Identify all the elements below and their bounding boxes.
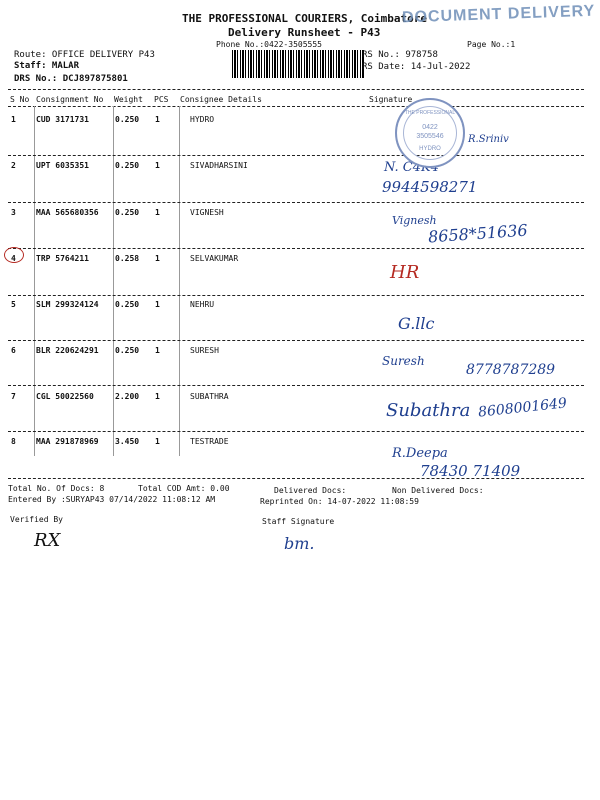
non-delivered-docs: Non Delivered Docs: [392, 486, 484, 495]
row-weight: 3.450 [115, 437, 140, 446]
row-consignee: SIVADHARSINI [190, 161, 248, 170]
row-phone-note: 8778787289 [466, 362, 556, 378]
runsheet-title: Delivery Runsheet - P43 [228, 26, 381, 39]
row-weight: 0.258 [115, 254, 140, 263]
row-pcs: 1 [155, 254, 160, 263]
column-divider [8, 106, 584, 107]
row-consignment: MAA 291878969 [36, 437, 99, 446]
row-signature: Suresh [382, 354, 425, 368]
row-divider [8, 248, 584, 249]
row-divider [8, 431, 584, 432]
row-consignee: NEHRU [190, 300, 215, 309]
verified-mark: RX [34, 530, 61, 551]
col-pcs: PCS [154, 95, 169, 104]
row-weight: 0.250 [115, 346, 140, 355]
office-round-stamp [395, 98, 465, 168]
row-weight: 0.250 [115, 161, 140, 170]
rs-number: RS No.: 978758 [362, 50, 438, 60]
page-number: Page No.:1 [467, 40, 516, 49]
staff-mark: bm. [284, 534, 315, 553]
row-consignment: SLM 299324124 [36, 300, 99, 309]
staff: Staff: MALAR [14, 61, 80, 71]
col-signature: Signature [369, 95, 413, 104]
entered-by: Entered By :SURYAP43 07/14/2022 11:08:12 AM [8, 495, 216, 504]
row-phone-note: 9944598271 [382, 178, 478, 196]
reprinted-on: Reprinted On: 14-07-2022 11:08:59 [260, 497, 419, 506]
barcode [232, 50, 364, 78]
row-consignment: MAA 565680356 [36, 208, 99, 217]
company-title: THE PROFESSIONAL COURIERS, Coimbatore [182, 12, 428, 25]
row-pcs: 1 [155, 346, 160, 355]
row-divider [8, 202, 584, 203]
row-signature: Vignesh [392, 214, 437, 227]
header-divider [8, 89, 584, 90]
row-consignee: SELVAKUMAR [190, 254, 239, 263]
row-phone-note: 8608001649 [477, 395, 568, 421]
row-consignment: BLR 220624291 [36, 346, 99, 355]
total-cod: Total COD Amt: 0.00 [138, 484, 230, 493]
row-weight: 0.250 [115, 115, 140, 124]
row-signature: Subathra [386, 400, 471, 421]
row-sno: 6 [11, 346, 16, 355]
stamp-line: THE PROFESSIONAL [404, 110, 456, 116]
col-consignment: Consignment No [36, 95, 104, 104]
stamp-line: HYDRO [419, 146, 441, 152]
row-divider [8, 340, 584, 341]
row-consignee: SUBATHRA [190, 392, 229, 401]
stamp-line: 0422 [422, 124, 438, 131]
row-consignee: VIGNESH [190, 208, 224, 217]
row-weight: 0.250 [115, 208, 140, 217]
row-sno: 2 [11, 161, 16, 170]
rs-date: RS Date: 14-Jul-2022 [362, 62, 471, 72]
col-sno: S No [10, 95, 30, 104]
col-consignee: Consignee Details [180, 95, 262, 104]
row-weight: 2.200 [115, 392, 140, 401]
row-signature: N. C4K4 [384, 160, 440, 175]
document-delivery-stamp: DOCUMENT DELIVERY [401, 2, 596, 27]
row-divider [8, 155, 584, 156]
verified-by-label: Verified By [10, 515, 63, 524]
col-line [113, 106, 114, 456]
row-sno: 4 [11, 254, 16, 263]
row-weight: 0.250 [115, 300, 140, 309]
route: Route: OFFICE DELIVERY P43 [14, 50, 155, 60]
drs-number: DRS No.: DCJ897875801 [14, 74, 128, 84]
row-sno: 3 [11, 208, 16, 217]
row-sno: 1 [11, 115, 16, 124]
row-pcs: 1 [155, 161, 160, 170]
row-sno: 8 [11, 437, 16, 446]
delivered-docs: Delivered Docs: [274, 486, 347, 495]
row-consignee: HYDRO [190, 115, 215, 124]
col-line [34, 106, 35, 456]
table-end-divider [8, 478, 584, 479]
row-pcs: 1 [155, 437, 160, 446]
row-sno: 7 [11, 392, 16, 401]
row-consignment: CGL 50022560 [36, 392, 94, 401]
row-consignee: SURESH [190, 346, 219, 355]
row-signature: G.llc [398, 314, 435, 333]
row-consignment: TRP 5764211 [36, 254, 89, 263]
row-pcs: 1 [155, 300, 160, 309]
row-consignment: CUD 3171731 [36, 115, 89, 124]
row-phone-note: 78430 71409 [420, 462, 521, 480]
col-line [179, 106, 180, 456]
row-phone-note: 8658*51636 [427, 220, 529, 247]
row-signature: R.Deepa [392, 446, 448, 461]
total-docs: Total No. Of Docs: 8 [8, 484, 105, 493]
row-consignment: UPT 6035351 [36, 161, 89, 170]
row-pcs: 1 [155, 392, 160, 401]
phone-number: Phone No.:0422-3505555 [216, 40, 322, 49]
row-sno: 5 [11, 300, 16, 309]
row-pcs: 1 [155, 208, 160, 217]
row-divider [8, 295, 584, 296]
row-divider [8, 385, 584, 386]
row-consignee: TESTRADE [190, 437, 229, 446]
stamp-line: 3505546 [416, 133, 444, 140]
staff-signature-label: Staff Signature [262, 517, 335, 526]
col-weight: Weight [114, 95, 143, 104]
row-signature: R.Sriniv [468, 134, 509, 145]
row-pcs: 1 [155, 115, 160, 124]
row-signature: HR [390, 262, 420, 283]
